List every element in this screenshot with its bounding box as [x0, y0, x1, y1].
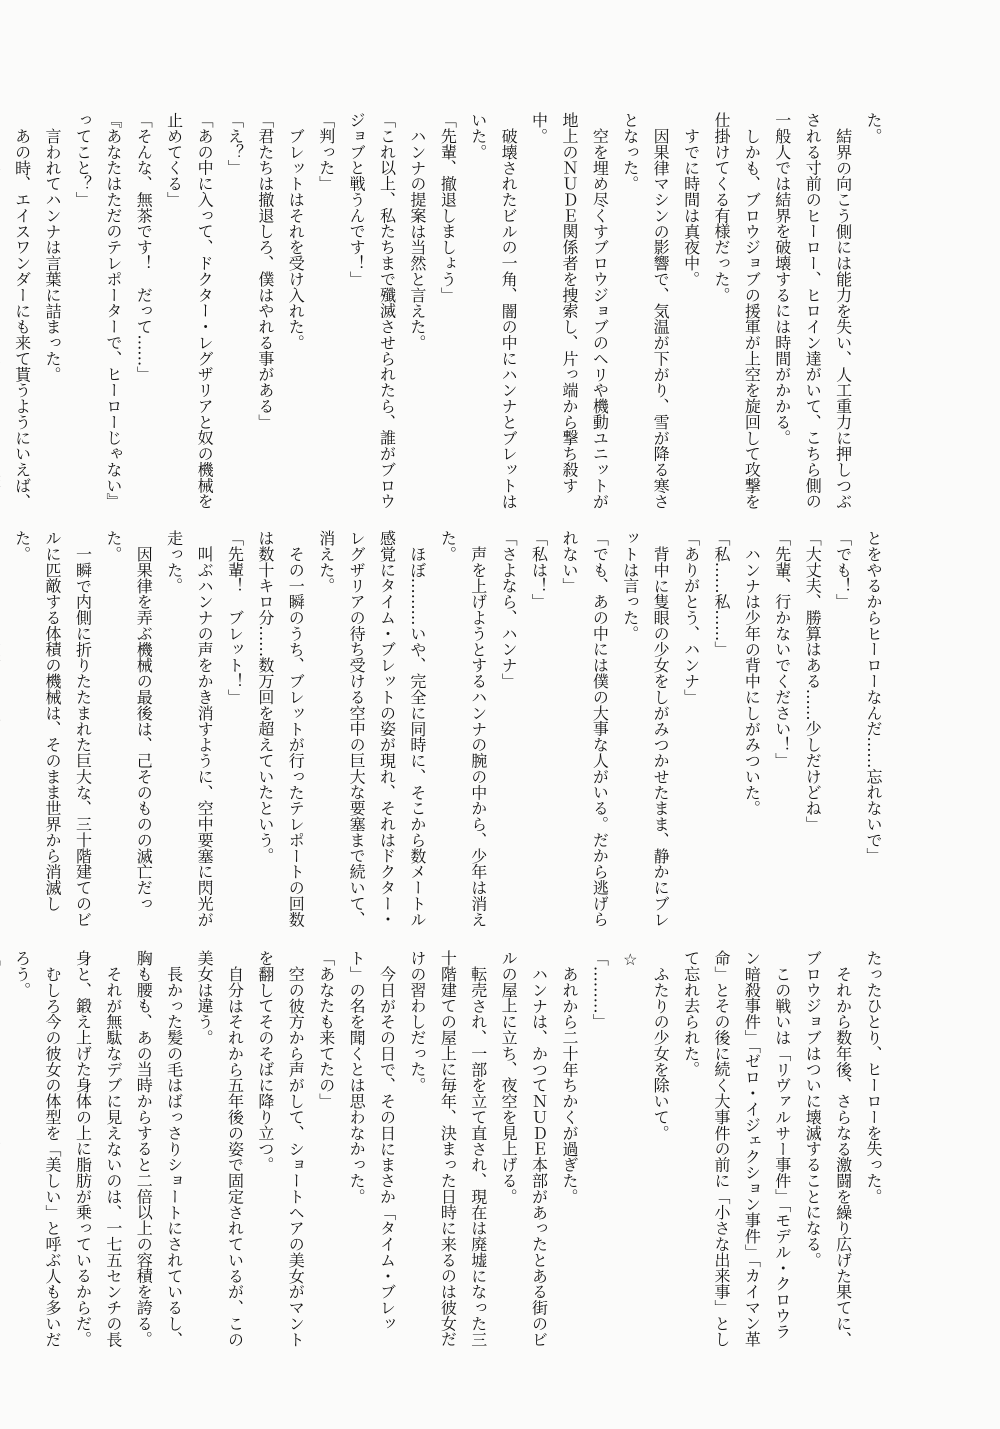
paragraph: 「大丈夫、勝算はある……少しだけどね」: [803, 530, 823, 832]
paragraph: とをやるからヒーローなんだ……忘れないで」: [864, 530, 883, 864]
paragraph: あれから二十年ちかくが過ぎた。: [559, 966, 579, 1205]
paragraph: 「先輩、行かないでください！」: [772, 530, 792, 769]
paragraph: 「でも！」: [833, 530, 853, 610]
paragraph: 「先輩！ ブレット！」: [225, 530, 245, 705]
paragraph: 空の彼方から声がして、ショートヘアの美女がマントを翻してそのそばに降り立つ。: [255, 950, 306, 1348]
paragraph: 言われてハンナは言葉に詰まった。: [43, 128, 63, 383]
paragraph: あの時、エイスワンダーにも来て貰うようにいえば、: [12, 128, 32, 510]
paragraph: ブレットはそれを受け入れた。: [286, 128, 306, 351]
text-tier-middle: [12, 530, 888, 930]
paragraph: それが無駄なデブに見えないのは、一七五センチの長身と、鍛え上げた身体の上に脂肪が乗っているからだ。: [73, 950, 123, 1348]
paragraph: ハンナは少年の背中にしがみついた。: [742, 546, 762, 816]
paragraph: ハンナの提案は当然と言えた。: [407, 128, 427, 351]
paragraph: ほぼ………いや、完全に同時に、そこから数メートル感覚にタイム・ブレットの姿が現れ、それはドクター・レグザリアの待ち受ける空中の巨大な要塞まで続いて、消えた。: [316, 530, 427, 928]
paragraph: ふたりの少女を除いて。: [651, 966, 671, 1141]
paragraph: 背中に隻眼の少女をしがみつかせたまま、静かにブレットは言った。: [620, 530, 671, 928]
paragraph: 破壊されたビルの一角、闇の中にハンナとブレットはいた。: [468, 112, 519, 510]
paragraph: 因果律マシンの影響で、気温が下がり、雪が降る寒さとなった。: [620, 112, 671, 510]
paragraph: たったひとり、ヒーローを失った。: [864, 950, 883, 1205]
paragraph: [0, 530, 6, 930]
paragraph: 「これ以上、私たちまで殲滅させられたら、誰がブロウジョブと戦うんです！」: [347, 112, 397, 510]
paragraph: その一瞬のうち、ブレットが行ったテレポートの回数は数十キロ分……数万回を超えていたという。: [255, 530, 306, 928]
paragraph: 一瞬で内側に折りたたまれた巨大な、三十階建てのビルに匹敵する体積の機械は、そのまま世界から消滅した。: [12, 530, 93, 928]
paragraph: 叫ぶハンナの声をかき消すように、空中要塞に閃光が走った。: [164, 530, 215, 928]
paragraph: 自分はそれから五年後の姿で固定されているが、この美女は違う。: [195, 950, 245, 1348]
paragraph: 「私……私……」: [711, 530, 731, 658]
paragraph: 『あなたはただのテレポーターで、ヒーローじゃない』ってこと？」: [73, 112, 123, 510]
paragraph: 「判った」: [316, 112, 336, 192]
paragraph: 「先輩、撤退しましょう」: [438, 112, 458, 303]
paragraph: 空を埋め尽くすブロウジョブのヘリや機動ユニットが地上のＮＵＤＥ関係者を捜索し、片っ端から撃ち殺す中。: [529, 112, 610, 510]
paragraph: 「………」: [590, 950, 610, 1030]
paragraph: 「君たちは撤退しろ、僕はやれる事がある」: [255, 112, 275, 430]
paragraph: 「私は！」: [529, 530, 549, 610]
paragraph: むしろ今の彼女の体型を「美しい」と呼ぶ人も多いだろう。: [12, 950, 63, 1348]
paragraph: 長かった髪の毛はばっさりショートにされているし、胸も腰も、あの当時からすると二倍以上の容積を誇る。: [134, 950, 184, 1348]
paragraph: 因果律を弄ぶ機械の最後は、己そのものの滅亡だった。: [103, 530, 154, 912]
paragraph: この戦いは「リヴァルサー事件」「モデル・クロウラン暗殺事件」「ゼロ・イジェクション事件」「カイマン革命」とその後に続く大事件の前に「小さな出来事」として忘れ去られた。: [681, 950, 792, 1348]
paragraph: しかも、ブロウジョブの援軍が上空を旋回して攻撃を仕掛けてくる有様だった。: [711, 112, 762, 510]
paragraph: 「え？」: [225, 112, 245, 176]
paragraph: 転売され、一部を立て直され、現在は廃墟になった三十階建ての屋上に毎年、決まった日時に来るのは彼女だけの習わしだった。: [407, 950, 488, 1348]
paragraph: 「でも、あの中には僕の大事な人がいる。だから逃げられない」: [559, 530, 610, 928]
paragraph: 「あなたも来てたの」: [316, 950, 336, 1109]
paragraph: ☆: [620, 950, 640, 969]
paragraph: 「そんな、無茶です！ だって……」: [134, 112, 154, 382]
paragraph: 「さよなら、ハンナ」: [499, 530, 519, 689]
paragraph: 「ありがとう、ハンナ」: [681, 530, 701, 705]
paragraph: それから数年後、さらなる激闘を繰り広げた果てに、ブロウジョブはついに壊滅することになる。: [803, 950, 853, 1348]
paragraph: 「あの中に入って、ドクター・レグザリアと奴の機械を止めてくる」: [164, 112, 215, 510]
text-tier-bottom: [12, 950, 888, 1350]
paragraph: ハンナは、かつてＮＵＤＥ本部があったとある街のビルの屋上に立ち、夜空を見上げる。: [499, 950, 549, 1348]
paragraph: 結界の向こう側には能力を失い、人工重力に押しつぶされる寸前のヒーロー、ヒロイン達がいて、こちら側の一般人では結界を破壊するには時間がかかる。: [772, 112, 853, 510]
paragraph: [0, 950, 6, 1350]
paragraph: すでに時間は真夜中。: [681, 128, 701, 287]
paragraph: 声を上げようとするハンナの腕の中から、少年は消えた。: [438, 530, 488, 928]
paragraph: 今日がその日で、その日にまさか「タイム・ブレット」の名を聞くとは思わなかった。: [347, 950, 397, 1332]
text-tier-top: [12, 112, 888, 512]
paragraph: た。: [864, 112, 883, 144]
